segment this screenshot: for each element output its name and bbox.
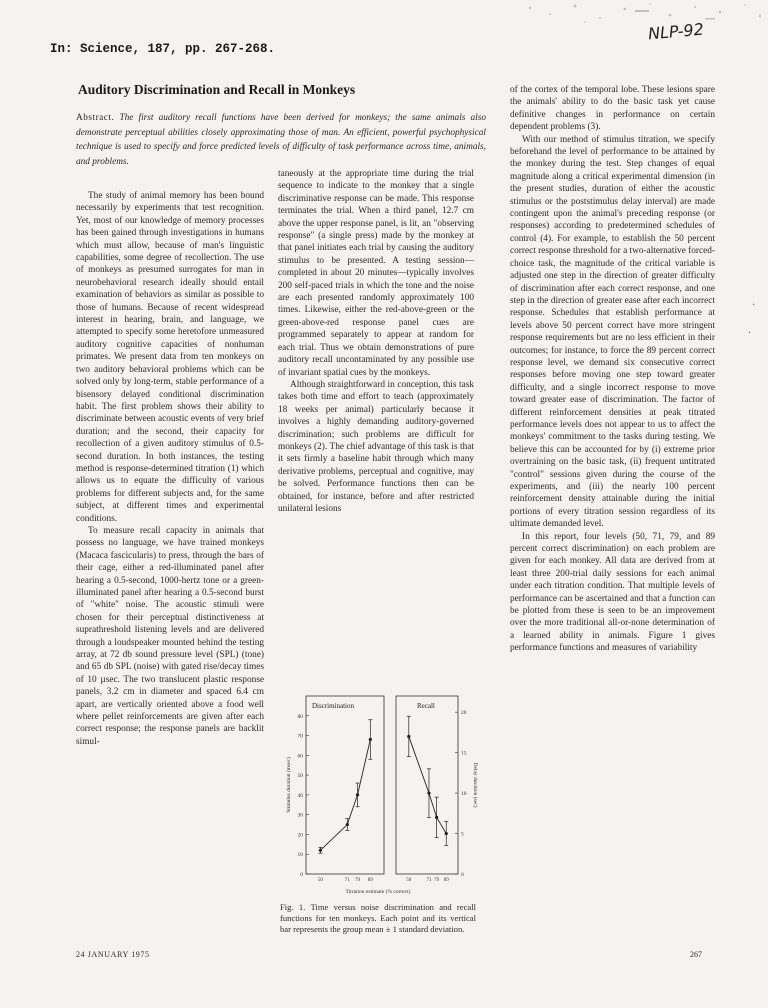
chart-title: Discrimination [312,702,354,710]
data-point [319,849,322,852]
column-2 [278,168,474,515]
y-tick-label: 20 [297,832,303,839]
y-tick-label: 0 [300,872,303,878]
scan-artifact: · [752,300,756,311]
paragraph: With our method of stimulus titration, we specify beforehand the level of performance to be attained by the monkey during the test. Step changes of equal magnitude along a critical experimental dimension (in the present studies, duration of either the acoustic stimulus or the poststimulus delay interval) are made contingent upon the animal's preceding response (or responses) according to predetermined schedules of control (4). For example, to establish the 50 percent correct response threshold for a two-alternative forced-choice task, the magnitude of the critical variable is adjusted one step in the direction of greater difficulty of discrimination after each correct response, and one step in the direction of greater ease after each incorrect response. Schedules that establish performance at levels above 50 percent correct have more stringent response requirements but are no less efficient in their outcomes; for instance, to force the 89 percent correct response level, we demand six consecutive correct responses before moving one step toward greater difficulty, and a single incorrect response to move toward greater ease of discrimination. The factor of different reinforcement densities at peak titrated performance levels does not appear to us to affect the monkeys' commitment to the tasks during testing. We believe this can be accounted for by (i) extreme prior overtraining on the basic task, (ii) frequent untitrated "control" sessions given during the course of the experiments, and (iii) the nearly 100 percent reinforcement density attainable during the initial portions of every titration session regardless of its ultimate demanded level. [510,134,715,530]
y-tick-label: 30 [297,812,303,819]
abstract-body: The first auditory recall functions have been derived for monkeys; the same animals also demonstrate perceptual abilities closely approximating those of man. An efficient, powerful psychophysical technique is used to specify and force predicted levels of difficulty of task performance across time, animals, and problems. [76,113,486,167]
chart-frame [396,696,458,874]
data-point [346,823,349,826]
y-tick-label: 10 [461,791,467,798]
abstract-lead: Abstract. [76,113,115,123]
x-tick-label: 89 [443,878,449,883]
y-tick-label: 60 [297,753,303,760]
issue-date: 24 JANUARY 1975 [76,950,150,959]
y-axis-label: Delay duration (sec) [472,762,478,808]
paragraph: The study of animal memory has been bound necessarily by experiments that test recognition. Yet, most of our knowledge of memory processes has been gained through investigations in humans which must allow, because of man's linguistic capabilities, some degree of recollection. The use of monkeys as presumed surrogates for man in neurobehavioral research ideally should entail examination of behaviors as similar as possible to those of humans. Because of recent widespread interest in hearing, brain, and language, we attempted to specify some heretofore unmeasured auditory cognitive capacities of nonhuman primates. We present data from ten monkeys on two auditory behavioral problems which can be solved only by long-term, stable performance of a bisensory delayed conditional discrimination habit. The first problem shows their ability to discriminate between acoustic events of very brief duration; and the second, their capacity for recollection of a given auditory stimulus of 0.5-second duration. In both instances, the testing method is response-determined titration (1) which allows us to equate the difficulty of various problems for different subjects and, for the same subject, at different times and experimental conditions. [76,191,264,524]
data-point [427,791,430,794]
column-3 [510,84,715,655]
x-axis-label: Titration estimate (% correct) [345,889,411,895]
y-tick-label: 15 [461,750,467,757]
series-line [409,736,446,833]
y-tick-label: 20 [461,710,467,717]
y-tick-label: 50 [297,773,303,780]
paragraph: To measure recall capacity in animals that possess no language, we have trained monkeys (Macaca fascicularis) to press, through the bars of their cage, either a red-illuminated panel after hearing a 0.5-second, 1000-hertz tone or a green-illuminated panel after hearing a 0.5-second burst of "white" noise. The acoustic stimuli were chosen for their perceptual distinctiveness at suprathreshold listening levels and are delivered through a loudspeaker mounted behind the testing array, at 72 db sound pressure level (SPL) (tone) and 65 db SPL (noise) with gated rise/decay times of 10 µsec. The two translucent plastic response panels, 3.2 cm in diameter and spaced 6.4 cm apart, are vertically oriented above a food well where pellet reinforcements are given after each correct response; the response panels are backlit simul- [76,525,264,747]
handwritten-note: NLP-92 [647,19,705,44]
paragraph: In this report, four levels (50, 71, 79, and 89 percent correct discrimination) on each problem are given for each monkey. All data are derived from at least three 200-trial daily sessions for each animal under each titration condition. That multiple levels of performance can be ascertained and that a function can be plotted from these is seen to be an improvement over the more traditional all-or-none determination of a learned ability in animals. Figure 1 gives performance functions and measures of variability [510,531,715,654]
article-title: Auditory Discrimination and Recall in Monkeys [78,82,356,97]
x-tick-label: 50 [317,878,323,883]
abstract [76,111,486,169]
x-tick-label: 79 [355,878,361,883]
x-tick-label: 79 [434,878,440,883]
x-tick-label: 71 [344,878,350,883]
data-point [407,735,410,738]
page-number: 267 [690,950,702,959]
paragraph: Although straightforward in conception, this task takes both time and effort to teach (approximately 18 weeks per animal) particularly because it involves a highly demanding auditory-governed discrimination; such problems are difficult for monkeys (2). The chief advantage of this task is that it sets firmly a baseline habit through which many derivative problems, perceptual and cognitive, may be solved. Performance functions then can be obtained, for instance, before and after restricted unilateral lesions [278,379,474,514]
figure-caption: Fig. 1. Time versus noise discrimination and recall functions for ten monkeys. Each point and its vertical bar represents the group mean ± 1 standard deviation. [280,902,476,935]
paragraph: taneously at the appropriate time during the trial sequence to indicate to the monkey that a single discriminative response can be made. This response terminates the trial. When a third panel, 12.7 cm above the upper response panel, is lit, an "observing response" (a single press) made by the monkey at that panel initiates each trial by causing the auditory stimulus to be presented. A testing session—completed in about 20 minutes—typically involves 200 self-paced trials in which the tone and the noise are each presented randomly approximately 100 times. Likewise, either the red-above-green or the green-above-red response panel cues are programmed separately to appear at random for each trial. Thus we obtain demonstrations of pure auditory recall uncontaminated by any possible use of invariant spatial cues by the monkeys. [278,169,474,378]
x-tick-label: 89 [367,878,373,883]
y-axis-label: Stimulus duration (msec) [286,757,292,813]
series-line [320,740,370,851]
citation-header: In: Science, 187, pp. 267-268. [50,42,276,56]
chart-title: Recall [417,702,435,710]
data-point [356,793,359,796]
y-tick-label: 40 [297,792,303,799]
y-tick-label: 80 [297,713,303,720]
data-point [445,832,448,835]
y-tick-label: 0 [461,872,464,878]
scan-artifact: · [748,328,752,339]
y-tick-label: 5 [461,831,464,838]
paragraph: of the cortex of the temporal lobe. These lesions spare the animals' ability to do the basic task yet cause definitive changes in performance on certain dependent problems (3). [510,85,715,133]
x-tick-label: 71 [426,878,432,883]
column-1 [76,190,264,748]
data-point [369,738,372,741]
figure-1-charts [278,688,478,903]
x-tick-label: 50 [406,878,412,883]
y-tick-label: 10 [297,852,303,859]
data-point [435,816,438,819]
chart-frame [306,696,384,874]
y-tick-label: 70 [297,733,303,740]
scan-noise-decoration [520,0,768,30]
